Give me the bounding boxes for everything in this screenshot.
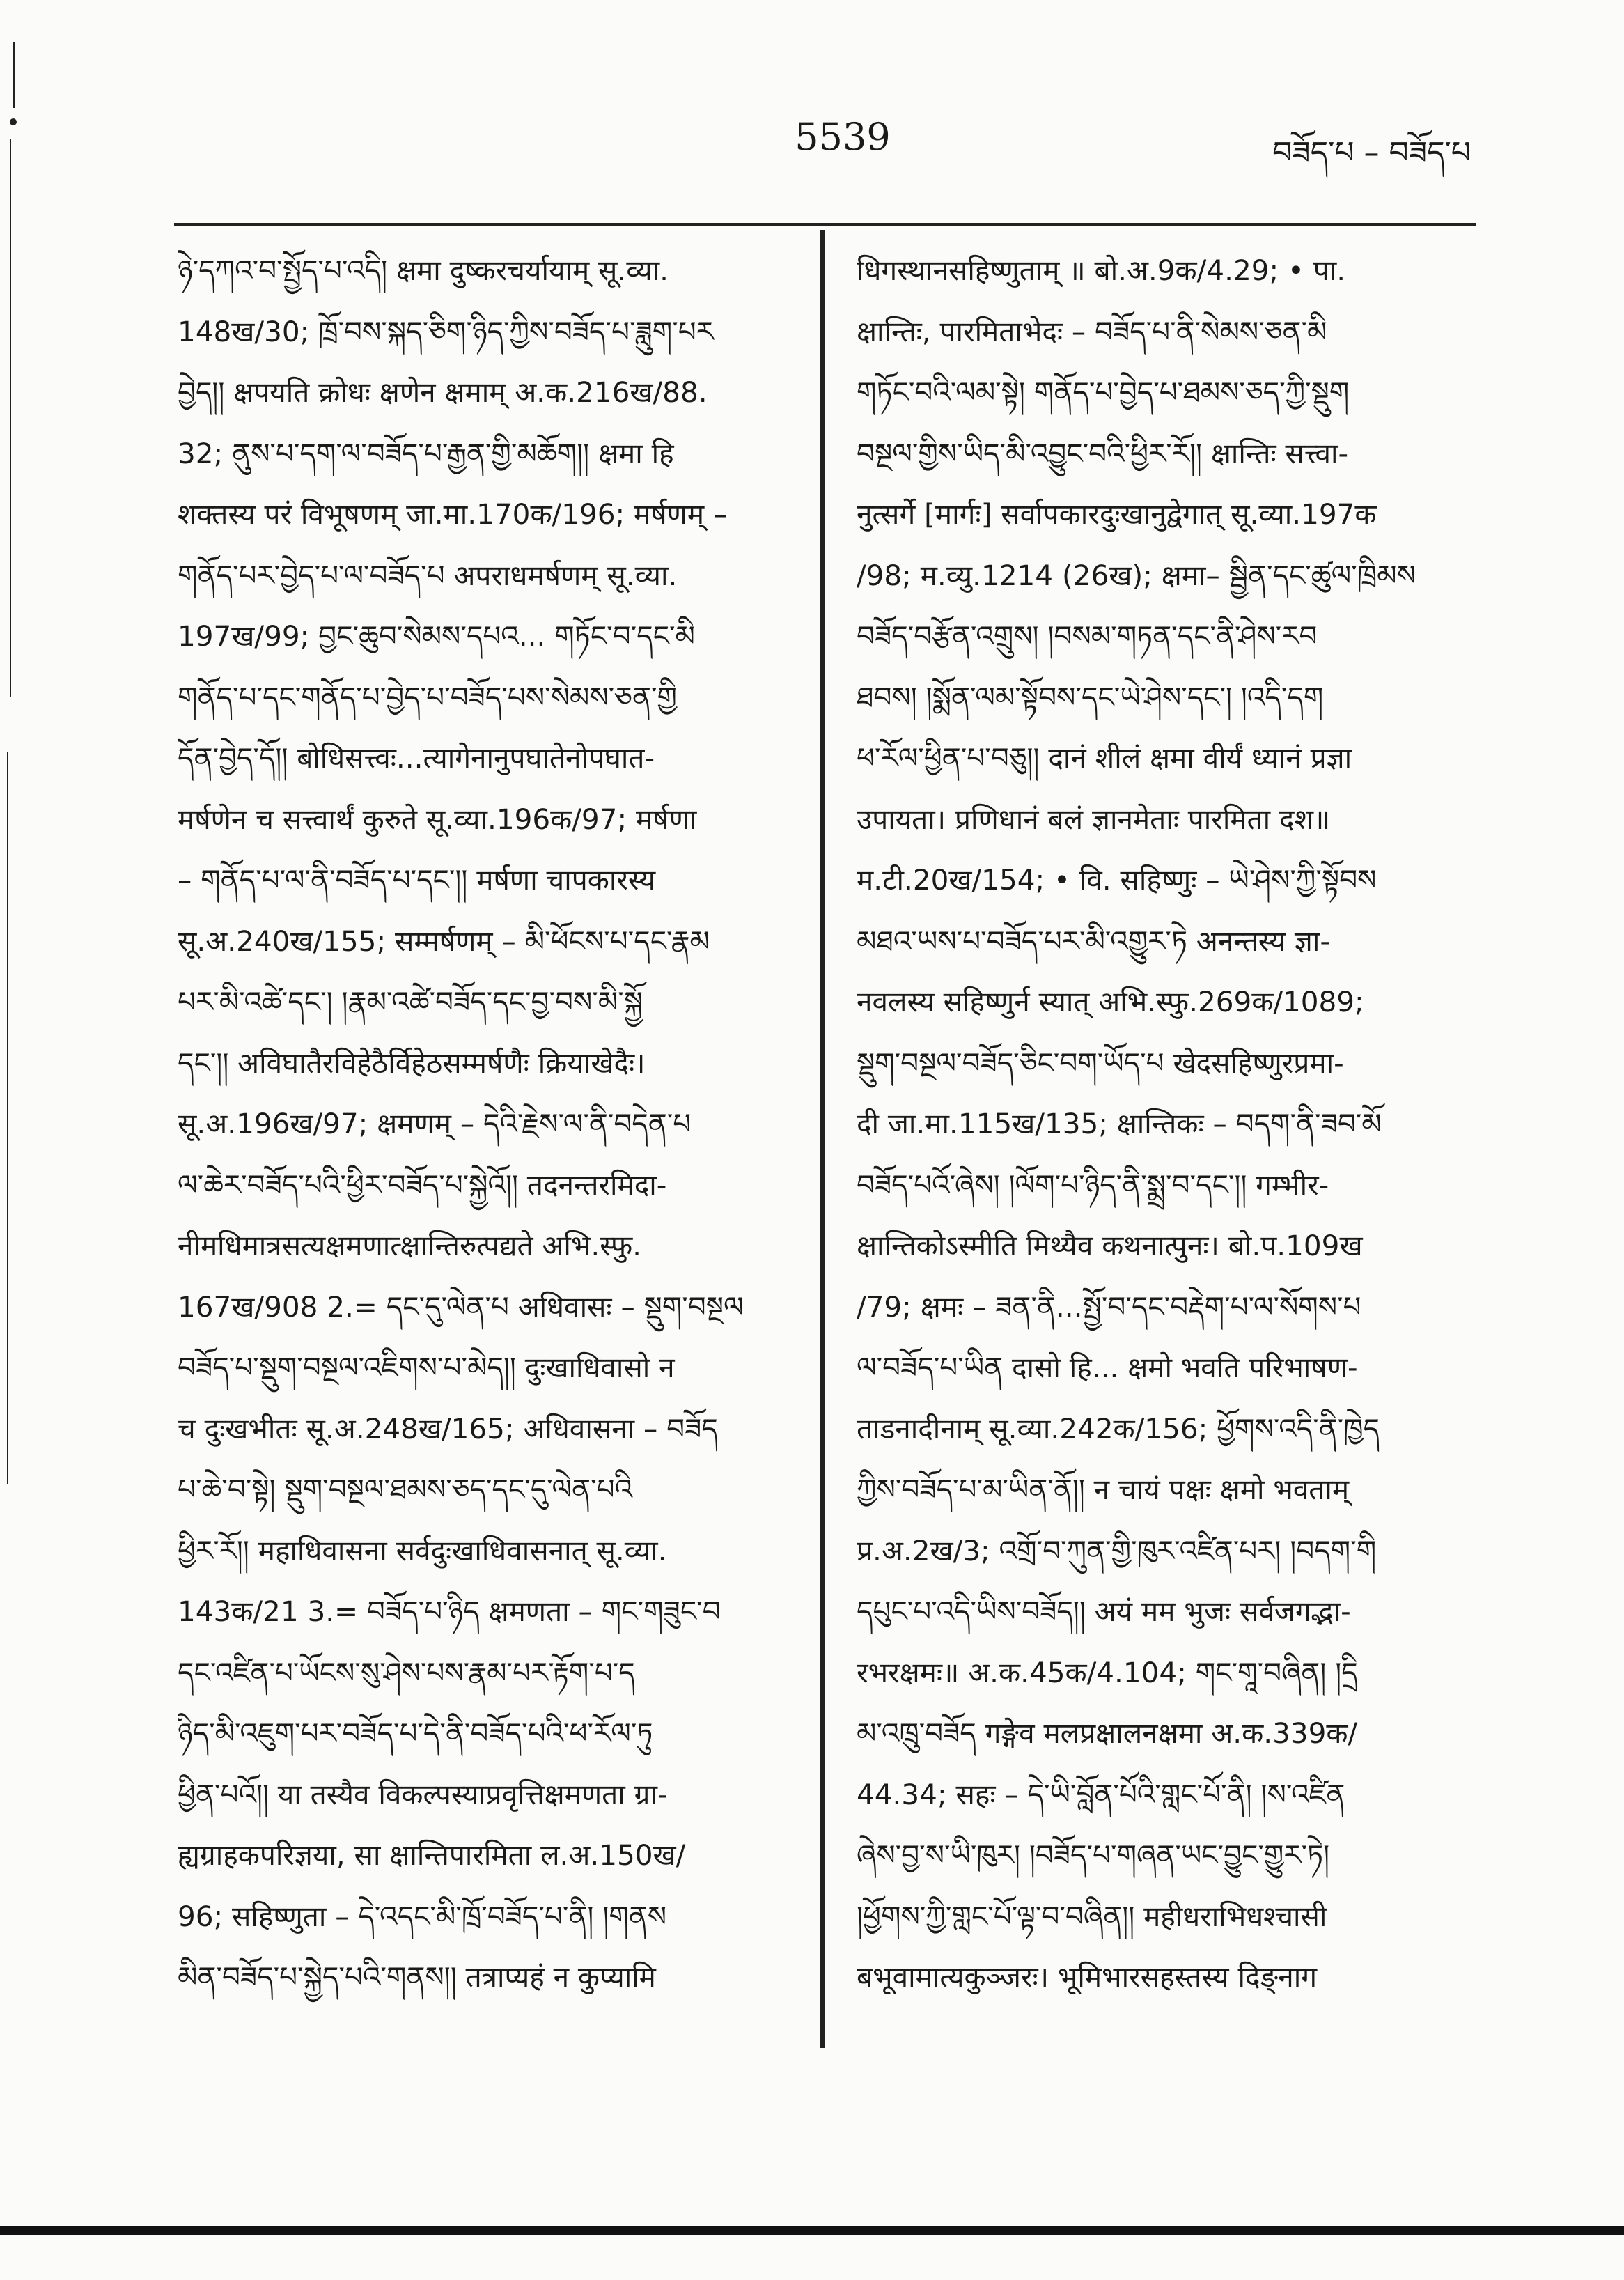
text-line: མ་འཁྲུ་བཟོད गङ्गेव मलप्रक्षालनक्षमा अ.क.339क/ bbox=[857, 1716, 1358, 1750]
text-line: དང་འཛིན་པ་ཡོངས་སུ་ཤེས་པས་རྣམ་པར་རྟོག་པ་ད bbox=[178, 1655, 635, 1689]
bottom-scan-border bbox=[0, 2226, 1624, 2235]
text-line: बभूवामात्यकुञ्जरः। भूमिभारसहस्तस्य दिङ्नाग bbox=[857, 1960, 1318, 1994]
text-line: 96; सहिष्णुता – དེ་འདང་མི་ཁྲོ་བཟོད་པ་ནི། །གནས bbox=[178, 1899, 667, 1933]
text-line: 148ख/30; ཁྲོ་བས་སྐད་ཅིག་ཉིད་ཀྱིས་བཟོད་པ་ཟླུག་པར bbox=[178, 314, 714, 348]
header-rule bbox=[174, 223, 1476, 226]
text-line: प्र.अ.2ख/3; འགྲོ་བ་ཀུན་གྱི་ཁུར་འཛིན་པར། །བདག་གི bbox=[857, 1533, 1377, 1567]
text-line: मर्षणेन च सत्त्वार्थं कुरुते सू.व्या.196क/97; मर्षणा bbox=[178, 802, 697, 836]
text-line: सू.अ.196ख/97; क्षमणम् – དེའི་རྗེས་ལ་ནི་བདེན་པ bbox=[178, 1107, 692, 1140]
text-line: /98; म.व्यु.1214 (26ख); क्षमा– སྦྱིན་དང་ཚུལ་ཁྲིམས bbox=[857, 558, 1416, 592]
text-line: མཐའ་ཡས་པ་བཟོད་པར་མི་འགྱུར་ཏེ अनन्तस्य ज्ञा- bbox=[857, 924, 1330, 958]
text-line: བསྔལ་གྱིས་ཡིད་མི་འབྱུང་བའི་ཕྱིར་རོ།། क्षान्तिः सत्त्वा- bbox=[857, 436, 1349, 470]
text-line: ཉེ་དཀའ་བ་སྤྱོད་པ་འདི། क्षमा दुष्करचर्यायाम् सू.व्या. bbox=[178, 254, 669, 287]
text-line: དང་།། अविघातैरविहेठैर्विहेठसम्मर्षणैः क्रियाखेदैः। bbox=[178, 1046, 646, 1080]
running-header: བཟོད་པ – བཟོད་པ bbox=[1272, 135, 1471, 171]
text-line: པར་མི་འཚེ་དང་། །རྣམ་འཚེ་བཟོད་དང་བྱ་བས་མི་སྐྱོ bbox=[178, 985, 643, 1018]
text-line: བཟོད་བརྩོན་འགྲུས། །བསམ་གཏན་དང་ནི་ཤེས་རབ bbox=[857, 619, 1318, 653]
text-line: མིན་བཟོད་པ་སྐྱེད་པའི་གནས།། तत्राप्यहं न कुप्यामि bbox=[178, 1960, 656, 1994]
text-line: ཕ་རོལ་ཕྱིན་པ་བཅུ།། दानं शीलं क्षमा वीर्यं ध्यानं प्रज्ञा bbox=[857, 741, 1352, 775]
text-line: ལ་བཟོད་པ་ཡིན दासो हि... क्षमो भवति परिभाषण- bbox=[857, 1351, 1358, 1384]
text-line: ཉིད་མི་འཇུག་པར་བཟོད་པ་དེ་ནི་བཟོད་པའི་ཕ་རོལ་ཏུ bbox=[178, 1716, 653, 1750]
text-line: ཕྱིན་པའོ།། या तस्यैव विकल्पस्याप्रवृत्तिक्षमणता ग्रा- bbox=[178, 1777, 668, 1811]
text-line: གནོད་པར་བྱེད་པ་ལ་བཟོད་པ अपराधमर्षणम् सू.व्या. bbox=[178, 558, 678, 592]
text-line: ཕྱིར་རོ།། महाधिवासना सर्वदुःखाधिवासनात् सू.व्या. bbox=[178, 1533, 667, 1567]
text-line: 44.34; सहः – དེ་ཡི་བློན་པོའི་གླང་པོ་ནི། །ས་འཛིན bbox=[857, 1777, 1345, 1811]
text-line: ལ་ཆེར་བཟོད་པའི་ཕྱིར་བཟོད་པ་སྐྱེའོ།། तदनन्तरमिदा- bbox=[178, 1168, 667, 1202]
text-line: शक्तस्य परं विभूषणम् जा.मा.170क/196; मर्षणम् – bbox=[178, 497, 728, 531]
text-line: ह्यग्राहकपरिज्ञया, सा क्षान्तिपारमिता ल.अ.150ख/ bbox=[178, 1838, 686, 1872]
text-line: པ་ཆེ་བ་སྟེ། སྡུག་བསྔལ་ཐམས་ཅད་དང་དུ་ལེན་པའི bbox=[178, 1473, 633, 1506]
text-line: བཟོད་པའོ་ཞེས། །ལོག་པ་ཉིད་ནི་སྨྲ་བ་དང་།། गम्भीर- bbox=[857, 1168, 1329, 1202]
text-line: रभरक्षमः॥ अ.क.45क/4.104; གང་གཱ་བཞིན། །དྲི bbox=[857, 1655, 1358, 1689]
text-line: उपायता। प्रणिधानं बलं ज्ञानमेताः पारमिता दश॥ bbox=[857, 802, 1331, 836]
text-line: क्षान्तिः, पारमिताभेदः – བཟོད་པ་ནི་སེམས་ཅན་མི bbox=[857, 314, 1327, 348]
text-line: བྱེད།། क्षपयति क्रोधः क्षणेन क्षमाम् अ.क.216ख/88. bbox=[178, 375, 708, 409]
margin-tick bbox=[7, 752, 8, 1484]
text-line: नवलस्य सहिष्णुर्न स्यात् अभि.स्फु.269क/1089; bbox=[857, 985, 1364, 1018]
text-line: च दुःखभीतः सू.अ.248ख/165; अधिवासना – བཟོད bbox=[178, 1411, 718, 1445]
column-divider bbox=[820, 230, 825, 2048]
text-line: དོན་བྱེད་དོ།། बोधिसत्त्वः...त्यागेनानुपघातेनोपघात- bbox=[178, 741, 655, 775]
text-line: ཞེས་བྱ་ས་ཡི་ཁུར། །བཟོད་པ་གཞན་ཡང་བྱུང་གྱུར་ཏེ། bbox=[857, 1838, 1330, 1872]
text-line: 32; ནུས་པ་དག་ལ་བཟོད་པ་རྒྱན་གྱི་མཆོག།། क्षमा हि bbox=[178, 436, 674, 470]
text-line: सू.अ.240ख/155; सम्मर्षणम् – མི་ཕོངས་པ་དང་རྣམ bbox=[178, 924, 710, 958]
text-line: 197ख/99; བྱང་ཆུབ་སེམས་དཔའ... གཏོང་བ་དང་མི bbox=[178, 619, 695, 653]
text-line: བཟོད་པ་སྡུག་བསྔལ་འཇིགས་པ་མེད།། दुःखाधिवासो न bbox=[178, 1351, 675, 1384]
text-line: नुत्सर्गे [मार्गः] सर्वापकारदुःखानुद्वेगात् सू.व्या.197क bbox=[857, 497, 1377, 531]
text-line: 143क/21 3.= བཟོད་པ་ཉིད क्षमणता – གང་གཟུང་བ bbox=[178, 1595, 721, 1628]
text-line: གནོད་པ་དང་གནོད་པ་བྱེད་པ་བཟོད་པས་སེམས་ཅན་གྱི bbox=[178, 680, 677, 714]
text-line: क्षान्तिकोऽस्मीति मिथ्यैव कथनात्पुनः। बो.प.109ख bbox=[857, 1229, 1363, 1262]
text-line: གཏོང་བའི་ལམ་སྟེ། གནོད་པ་བྱེད་པ་ཐམས་ཅད་ཀྱི་སྡུག bbox=[857, 375, 1350, 409]
right-column bbox=[857, 240, 1497, 2008]
text-line: म.टी.20ख/154; • वि. सहिष्णुः – ཡེ་ཤེས་ཀྱི་སྟོབས bbox=[857, 863, 1377, 897]
page-number: 5539 bbox=[795, 115, 891, 159]
text-line: नीमधिमात्रसत्यक्षमणात्क्षान्तिरुत्पद्यते अभि.स्फु. bbox=[178, 1229, 642, 1262]
left-column bbox=[178, 240, 818, 2008]
text-line: ཀྱིས་བཟོད་པ་མ་ཡིན་ནོ།། न चायं पक्षः क्षमो भवताम् bbox=[857, 1473, 1350, 1506]
text-line: 167ख/908 2.= དང་དུ་ལེན་པ अधिवासः – སྡུག་བསྔལ bbox=[178, 1289, 744, 1324]
margin-tick-top bbox=[13, 42, 15, 108]
text-line: ཐབས། །སྨོན་ལམ་སྟོབས་དང་ཡེ་ཤེས་དང་། །འདི་དག bbox=[857, 680, 1324, 714]
text-line: །ཕྱོགས་ཀྱི་གླང་པོ་ལྟ་བ་བཞིན།། महीधराभिधश्चासी bbox=[857, 1899, 1327, 1933]
text-line: ताडनादीनाम् सू.व्या.242क/156; ཕྱོགས་འདི་ནི་ཁྱེད bbox=[857, 1411, 1380, 1445]
text-line: – གནོད་པ་ལ་ནི་བཟོད་པ་དང་།། मर्षणा चापकारस्य bbox=[178, 863, 656, 897]
margin-tick bbox=[10, 139, 11, 697]
margin-dot bbox=[10, 118, 17, 125]
text-line: दी जा.मा.115ख/135; क्षान्तिकः – བདག་ནི་ཟབ་མོ bbox=[857, 1107, 1382, 1140]
text-line: དཔུང་པ་འདི་ཡིས་བཟོད།། अयं मम भुजः सर्वजगद्भा- bbox=[857, 1595, 1351, 1628]
text-line: धिगस्थानसहिष्णुताम् ॥ बो.अ.9क/4.29; • पा. bbox=[857, 254, 1346, 287]
text-line: /79; क्षमः – ཟན་ནི...སྤྱོ་བ་དང་བརྡེག་པ་ལ་སོགས་པ bbox=[857, 1289, 1361, 1324]
text-line: སྡུག་བསྔལ་བཟོད་ཅིང་བག་ཡོད་པ खेदसहिष्णुरप्रमा- bbox=[857, 1046, 1344, 1080]
